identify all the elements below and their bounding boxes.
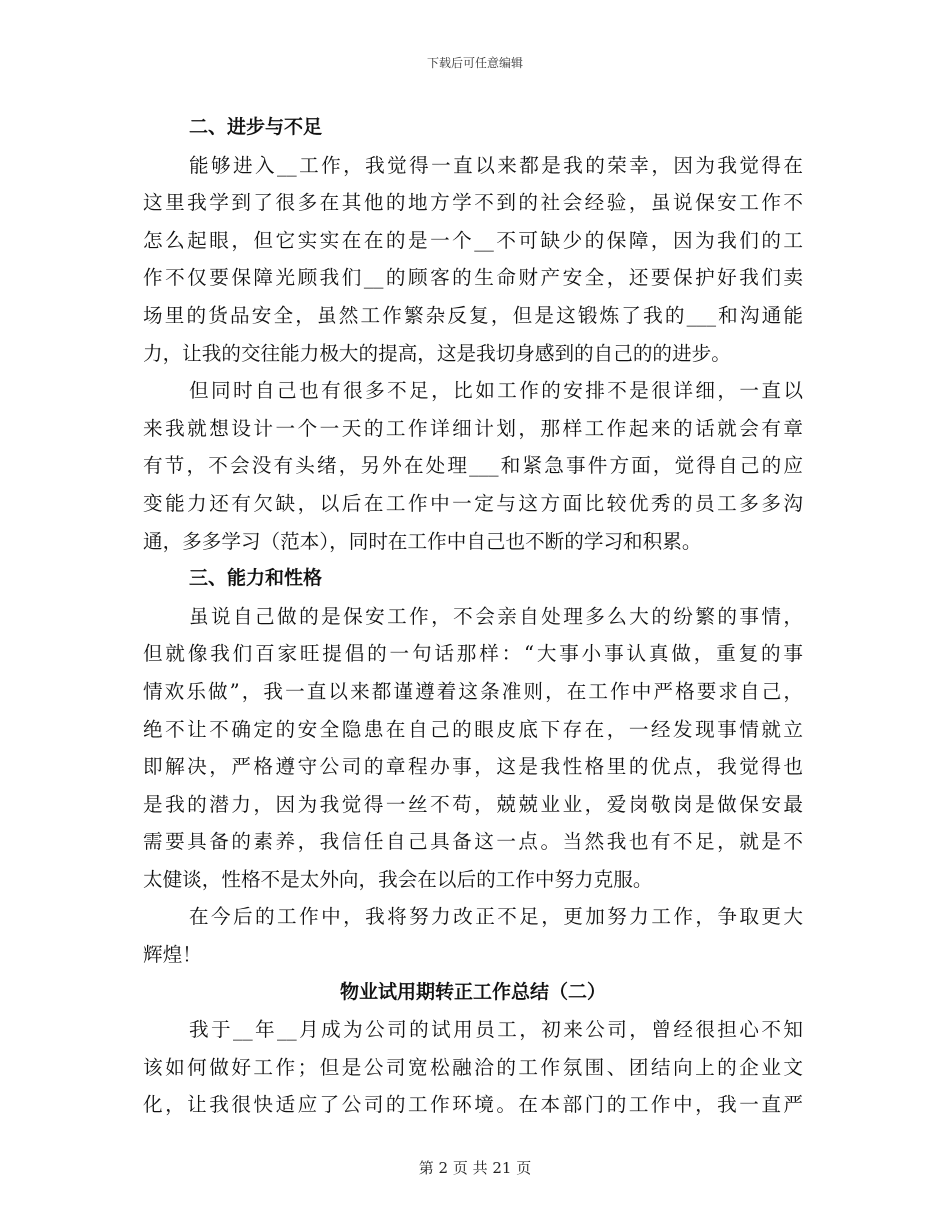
paragraph-line: 场里的货品安全，虽然工作繁杂反复，但是这锻炼了我的___和沟通能 (143, 303, 803, 327)
paragraph-line: 需要具备的素养，我信任自己具备这一点。当然我也有不足，就是不 (143, 830, 803, 854)
paragraph-line: 化，让我很快适应了公司的工作环境。在本部门的工作中，我一直严 (143, 1093, 803, 1117)
paragraph-line: 这里我学到了很多在其他的地方学不到的社会经验，虽说保安工作不 (143, 191, 803, 215)
paragraph-line: 但同时自己也有很多不足，比如工作的安排不是很详细，一直以 (189, 379, 803, 403)
paragraph-line: 变能力还有欠缺，以后在工作中一定与这方面比较优秀的员工多多沟 (143, 491, 803, 515)
document-body (143, 109, 803, 1124)
paragraph-line: 虽说自己做的是保安工作，不会亲自处理多么大的纷繁的事情， (189, 604, 803, 628)
paragraph-line: 在今后的工作中，我将努力改正不足，更加努力工作，争取更大 (189, 905, 803, 929)
paragraph-line: 作不仅要保障光顾我们__的顾客的生命财产安全，还要保护好我们卖 (143, 266, 803, 290)
paragraph-line: 通，多多学习（范本），同时在工作中自己也不断的学习和积累。 (143, 529, 702, 553)
paragraph-line: 该如何做好工作；但是公司宽松融洽的工作氛围、团结向上的企业文 (143, 1055, 803, 1079)
paragraph-line: 太健谈，性格不是太外向，我会在以后的工作中努力克服。 (143, 867, 653, 891)
paragraph-line: 但就像我们百家旺提倡的一句话那样：“大事小事认真做，重复的事 (143, 642, 803, 666)
section-heading: 二、进步与不足 (189, 116, 323, 138)
paragraph-line: 有节，不会没有头绪，另外在处理___和紧急事件方面，觉得自己的应 (143, 454, 803, 478)
paragraph-line: 来我就想设计一个一天的工作详细计划，那样工作起来的话就会有章 (143, 416, 803, 440)
page-number: 第 2 页 共 21 页 (418, 1159, 532, 1177)
paragraph-line: 辉煌！ (143, 943, 202, 967)
document-title: 物业试用期转正工作总结（二） (339, 980, 606, 1003)
page-header-note: 下载后可任意编辑 (426, 56, 523, 70)
section-heading: 三、能力和性格 (189, 567, 323, 590)
paragraph-line: 即解决，严格遵守公司的章程办事，这是我性格里的优点，我觉得也 (143, 755, 803, 779)
paragraph-line: 绝不让不确定的安全隐患在自己的眼皮底下存在，一经发现事情就立 (143, 717, 803, 741)
paragraph-line: 我于__年__月成为公司的试用员工，初来公司，曾经很担心不知 (189, 1018, 803, 1042)
paragraph-line: 能够进入__工作，我觉得一直以来都是我的荣幸，因为我觉得在 (189, 153, 803, 177)
paragraph-line: 情欢乐做”，我一直以来都谨遵着这条准则，在工作中严格要求自己， (143, 679, 803, 703)
paragraph-line: 怎么起眼，但它实实在在的是一个__不可缺少的保障，因为我们的工 (143, 228, 803, 252)
paragraph-line: 力，让我的交往能力极大的提高，这是我切身感到的自己的的进步。 (143, 341, 731, 365)
paragraph-line: 是我的潜力，因为我觉得一丝不苟，兢兢业业，爱岗敬岗是做保安最 (143, 792, 803, 816)
